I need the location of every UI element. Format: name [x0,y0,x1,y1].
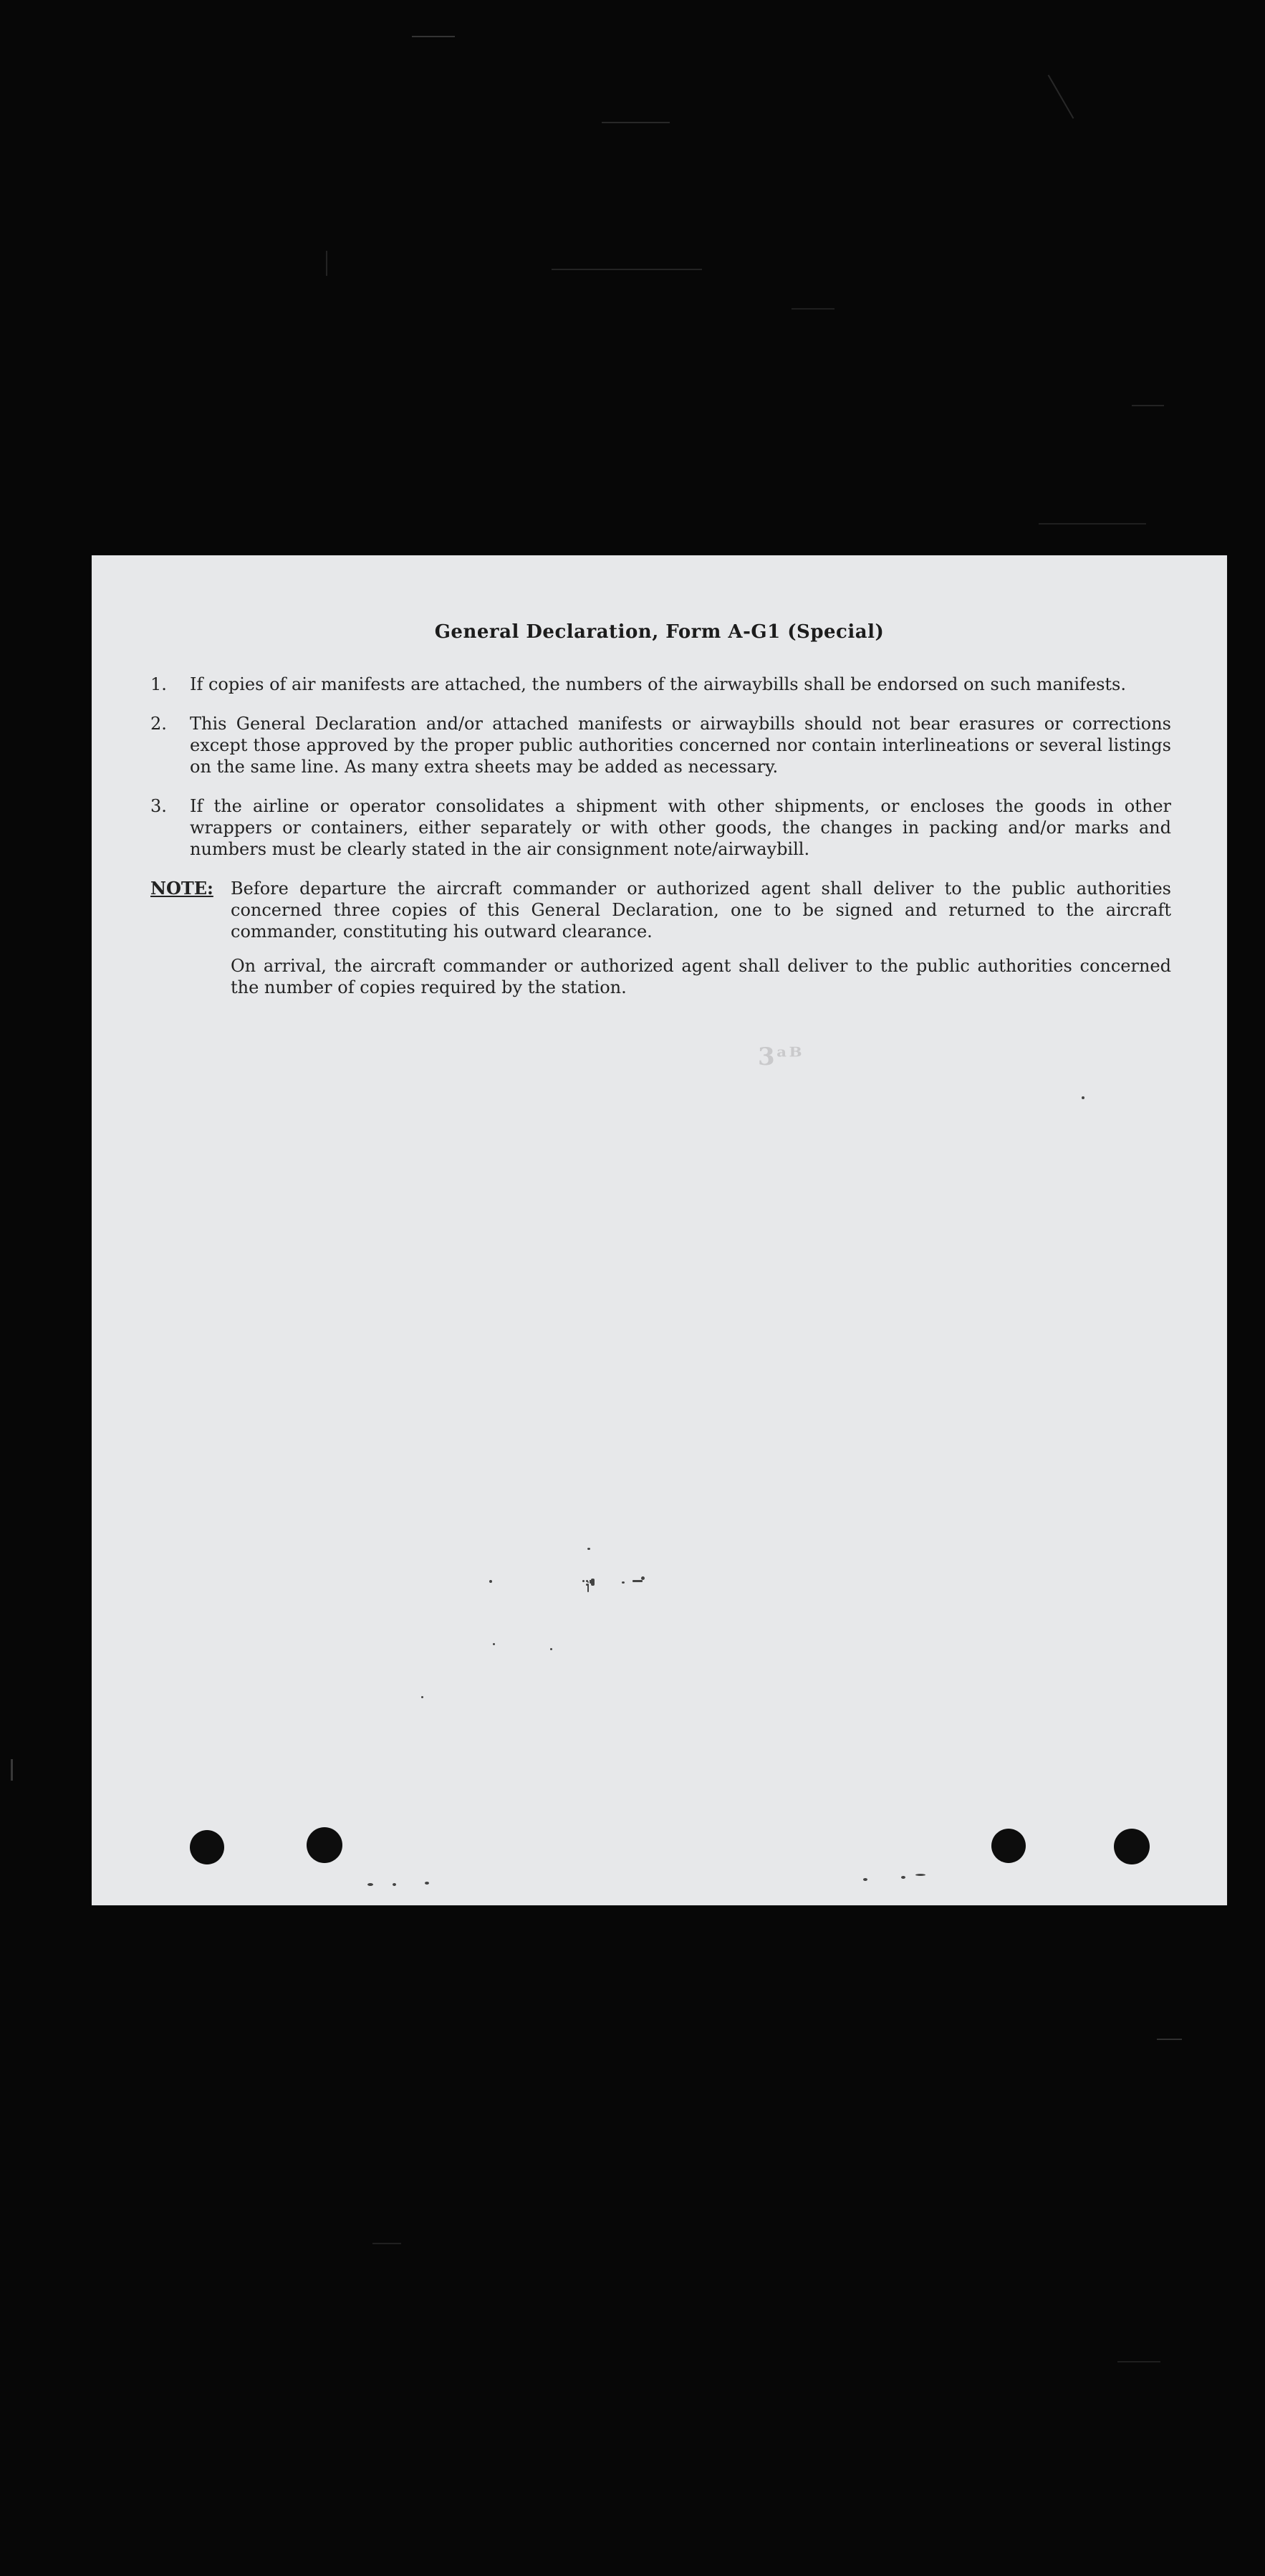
page-speck [586,1584,588,1586]
note-arrival-text: On arrival, the aircraft commander or authorized agent shall deliver to the public authorities concerned the number of copies required by the station. [231,956,1171,997]
item-number: 3. [150,796,167,816]
page-speck [1082,1096,1084,1099]
punch-hole [190,1830,224,1864]
scan-scratch [372,2243,401,2244]
ink-mark [632,1580,643,1582]
page-speck [915,1874,925,1876]
ink-mark [582,1580,585,1582]
page-speck [425,1882,429,1885]
item-number: 2. [150,714,167,734]
scan-scratch [1117,2361,1160,2362]
scan-scratch [1157,2039,1182,2040]
scan-scratch [1048,75,1074,119]
page-speck [587,1548,590,1550]
item-text: If copies of air manifests are attached, the numbers of the airwaybills shall be endorsed on such manifests. [190,674,1126,694]
document-page [92,555,1227,1905]
punch-hole [1114,1829,1150,1864]
punch-hole [991,1829,1026,1863]
ink-mark [622,1581,625,1584]
page-speck [901,1876,905,1879]
page-speck [863,1878,867,1881]
scan-scratch [326,251,327,276]
page-speck [587,1581,589,1583]
page-speck [393,1883,396,1886]
scan-scratch [1039,523,1146,525]
scan-scratch [602,122,670,123]
page-speck [367,1883,373,1886]
form-title: General Declaration, Form A-G1 (Special) [434,621,885,643]
ink-mark [591,1579,595,1586]
note-label: NOTE: [150,878,213,899]
page-speck [550,1648,552,1650]
item-text: If the airline or operator consolidates a shipment with other shipments, or encloses the goods in other wrappers or containers, either separately or with other goods, the changes in packing and/or marks and numbers must be clearly stated in the air consignment note/airwaybill. [190,796,1171,859]
scan-scratch [412,36,455,37]
item-number: 1. [150,674,167,694]
punch-hole [307,1827,342,1863]
faint-stamp-mark: 3ᵃᴮ [758,1043,804,1071]
scan-scratch [1132,405,1164,406]
page-speck [493,1643,495,1645]
scan-scratch [792,308,834,310]
item-text: This General Declaration and/or attached manifests or airwaybills should not bear erasures or corrections except those approved by the proper public authorities concerned nor contain interlineations or several listings on the same line. As many extra sheets may be added as necessary. [190,714,1171,777]
page-speck [421,1696,423,1698]
page-speck [489,1580,492,1583]
scan-scratch [552,269,702,270]
scan-scratch [11,1759,13,1781]
note-departure-text: Before departure the aircraft commander or authorized agent shall deliver to the public authorities concerned three copies of this General Declaration, one to be signed and returned to the aircraft commander, constituting his outward clearance. [231,878,1171,942]
